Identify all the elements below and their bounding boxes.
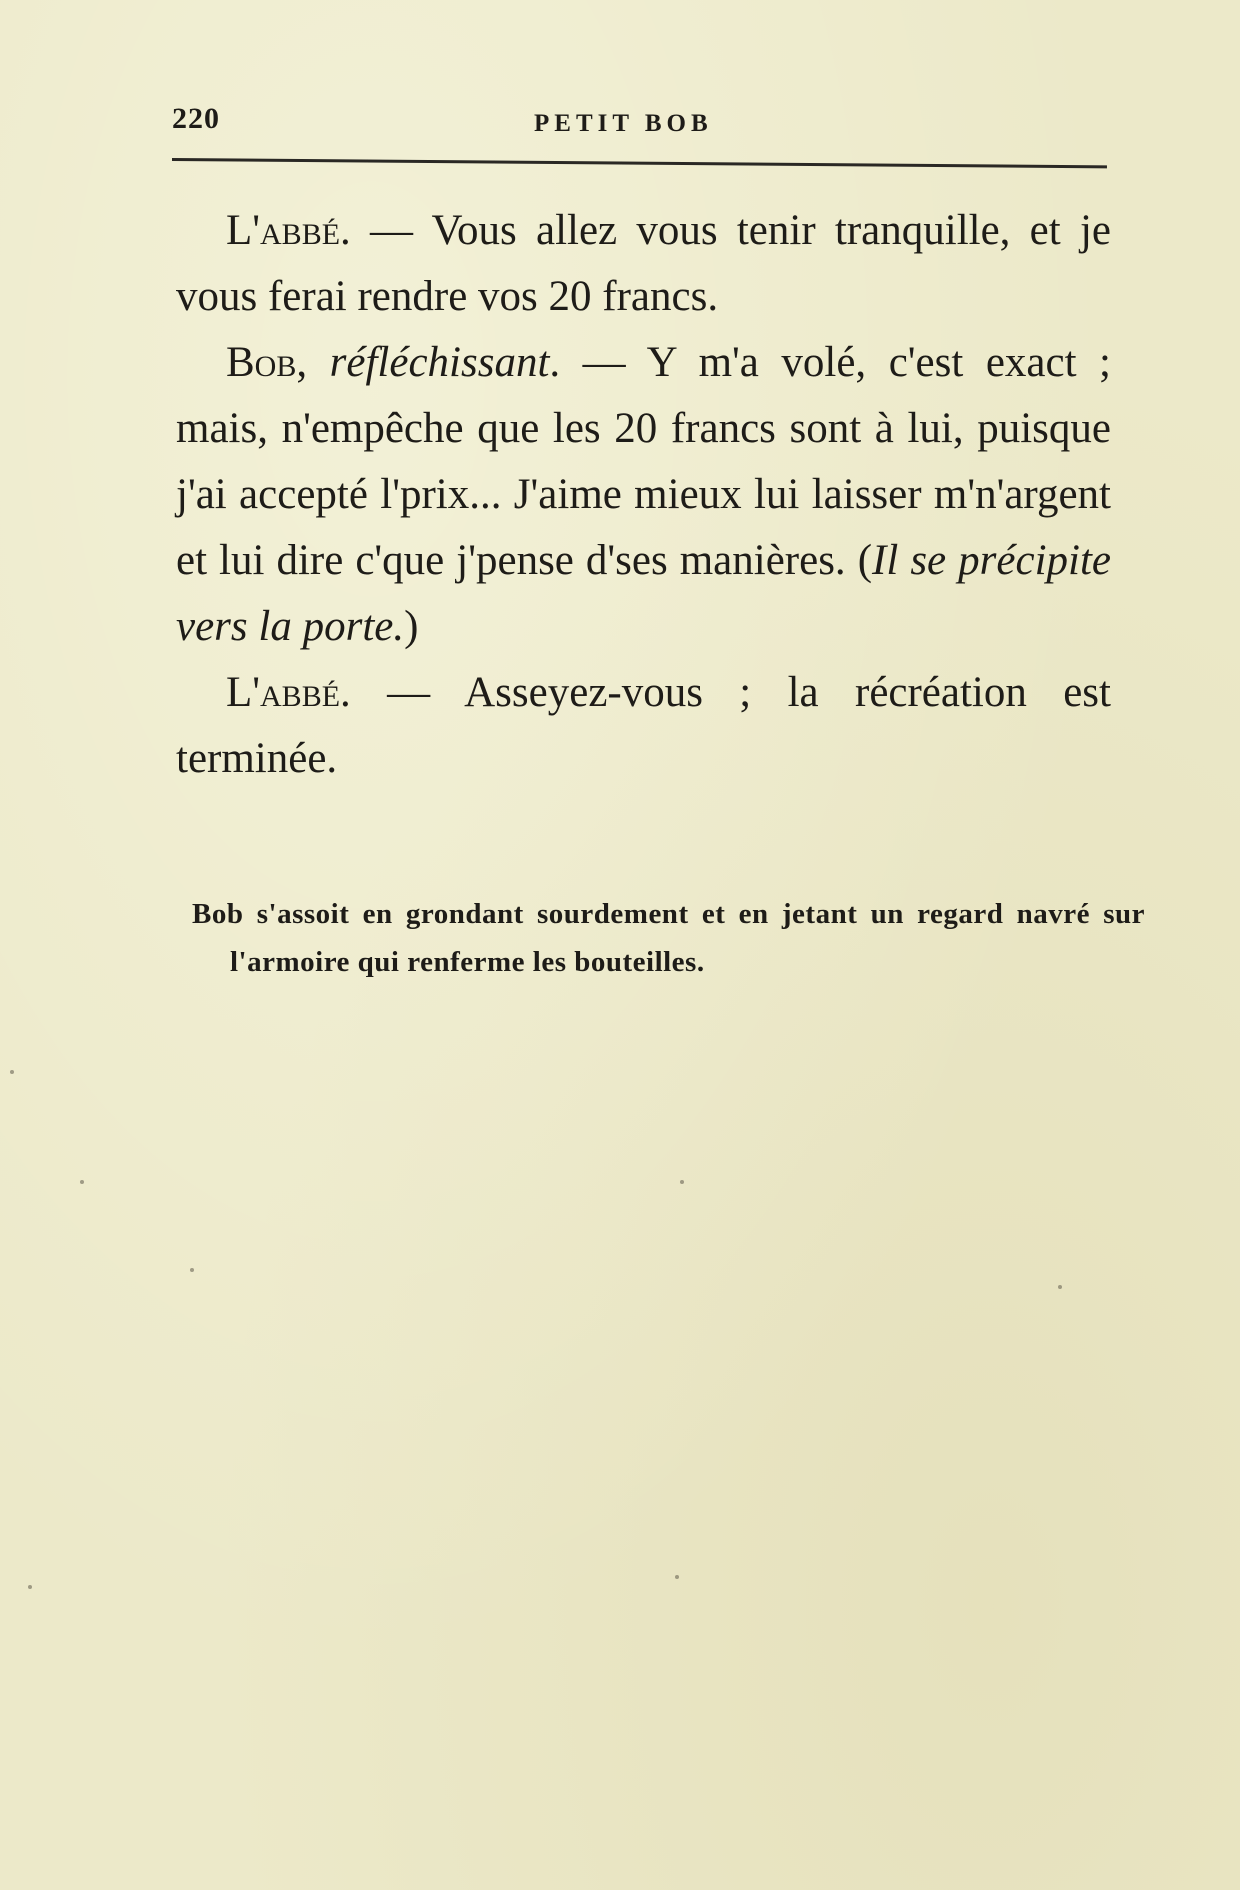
speaker-label: Bob,: [226, 339, 308, 386]
paragraph-abbe-2: [176, 660, 1111, 792]
speaker-label: L'abbé.: [226, 669, 351, 716]
paper-speck: [190, 1268, 194, 1272]
paper-speck: [680, 1180, 684, 1184]
speaker-label: L'abbé.: [226, 207, 351, 254]
paper-speck: [10, 1070, 14, 1074]
paragraph-bob: [176, 330, 1111, 660]
dialogue-line: Asseyez-vous ; la récréation est terminée.: [176, 669, 1111, 782]
running-title: PETIT BOB: [534, 110, 713, 137]
stage-direction: Bob s'assoit en grondant sourdement et en jetant un regard navré sur l'armoire qui renferme les bouteilles.: [192, 898, 1145, 978]
paper-speck: [28, 1585, 32, 1589]
dialogue-dash: . —: [549, 339, 647, 386]
paper-speck: [675, 1575, 679, 1579]
dialogue-text: [176, 198, 1111, 792]
dialogue-dash: —: [350, 207, 432, 254]
dialogue-line: Y m'a volé, c'est exact ; mais, n'empêche que les 20 francs sont à lui, puisque j'ai accepté l'prix... J'aime mieux lui laisser m'n'argent et lui dire c'que j'pense d'ses manières. (: [176, 339, 1112, 584]
dialogue-dash: —: [350, 669, 465, 716]
paper-speck: [80, 1180, 84, 1184]
running-head: [172, 92, 1107, 142]
page-number: 220: [172, 102, 220, 135]
closing-paren: ): [404, 603, 419, 650]
inline-stage-direction: réfléchissant: [329, 339, 550, 386]
header-rule: [172, 158, 1107, 168]
dialogue-line: Vous allez vous tenir tranquille, et je vous ferai rendre vos 20 francs.: [176, 207, 1111, 320]
paper-speck: [1058, 1285, 1062, 1289]
paragraph-abbe-1: [176, 198, 1111, 330]
inline-stage-direction: Il se précipite vers la porte.: [176, 537, 1111, 650]
